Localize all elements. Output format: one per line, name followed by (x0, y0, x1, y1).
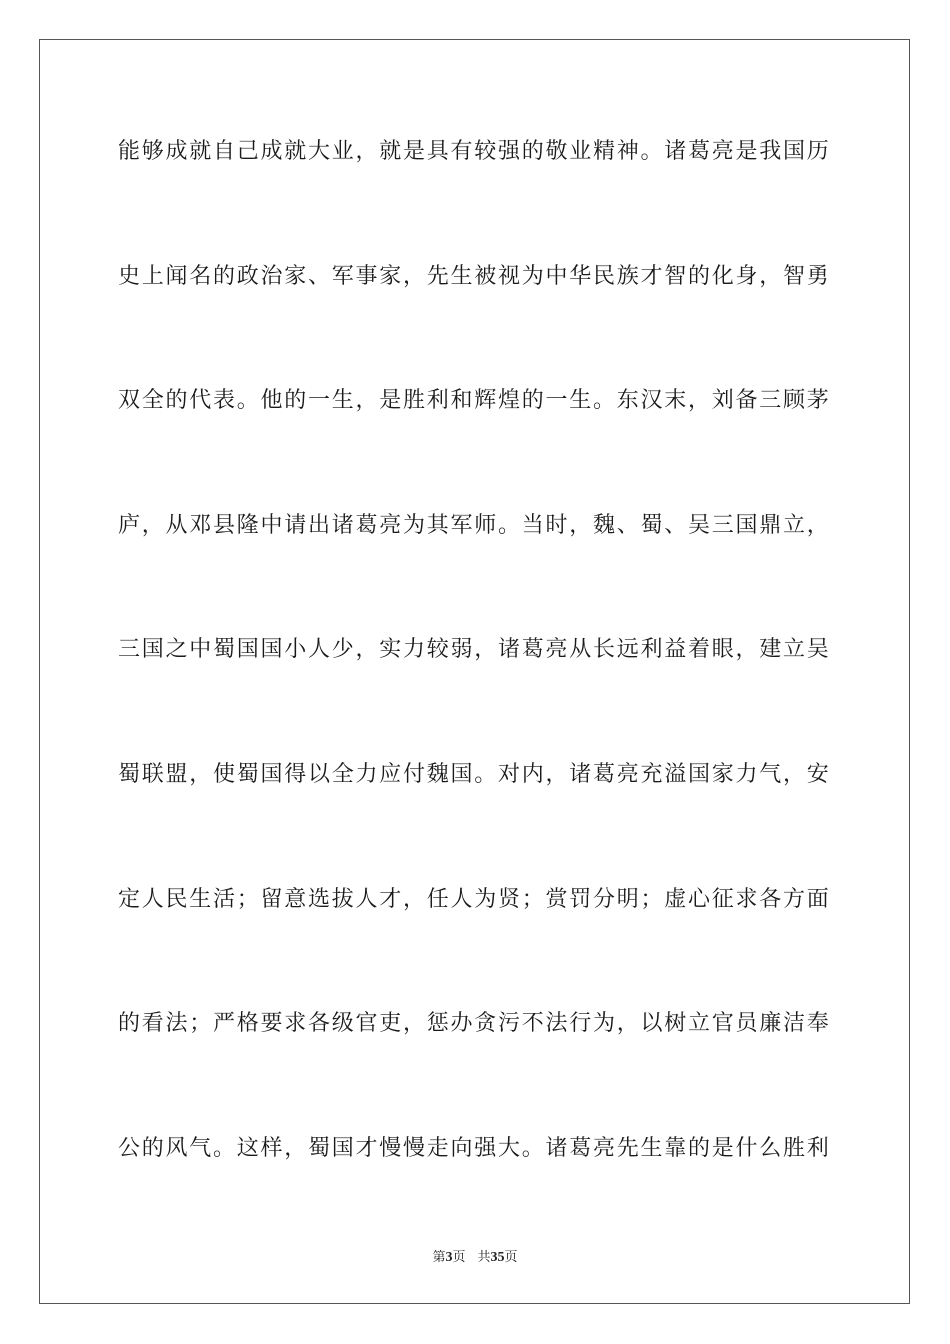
text-line: 史上闻名的政治家、军事家，先生被视为中华民族才智的化身，智勇 (118, 263, 831, 289)
body-text (118, 126, 830, 1247)
page-footer (0, 1246, 950, 1266)
page-prefix: 第 (432, 1250, 446, 1265)
text-line: 双全的代表。他的一生，是胜利和辉煌的一生。东汉末，刘备三顾茅 (118, 388, 831, 414)
text-line: 能够成就自己成就大业，就是具有较强的敬业精神。诸葛亮是我国历 (118, 139, 831, 164)
total-pages: 35 (490, 1250, 505, 1265)
text-line: 公的风气。这样，蜀国才慢慢走向强大。诸葛亮先生靠的是什么胜利 (118, 1135, 831, 1161)
page-suffix: 页 (452, 1250, 466, 1265)
total-prefix: 共 (477, 1250, 491, 1265)
text-line: 的看法；严格要求各级官吏，惩办贪污不法行为，以树立官员廉洁奉 (118, 1011, 831, 1037)
text-line: 蜀联盟，使蜀国得以全力应付魏国。对内，诸葛亮充溢国家力气，安 (118, 761, 831, 787)
text-line: 庐，从邓县隆中请出诸葛亮为其军师。当时，魏、蜀、吴三国鼎立， (118, 512, 831, 538)
total-suffix: 页 (504, 1250, 518, 1265)
text-line: 三国之中蜀国国小人少，实力较弱，诸葛亮从长远利益着眼，建立吴 (118, 637, 831, 663)
page-number: 3 (445, 1250, 453, 1265)
text-line: 定人民生活；留意选拔人才，任人为贤；赏罚分明；虚心征求各方面 (118, 886, 831, 912)
